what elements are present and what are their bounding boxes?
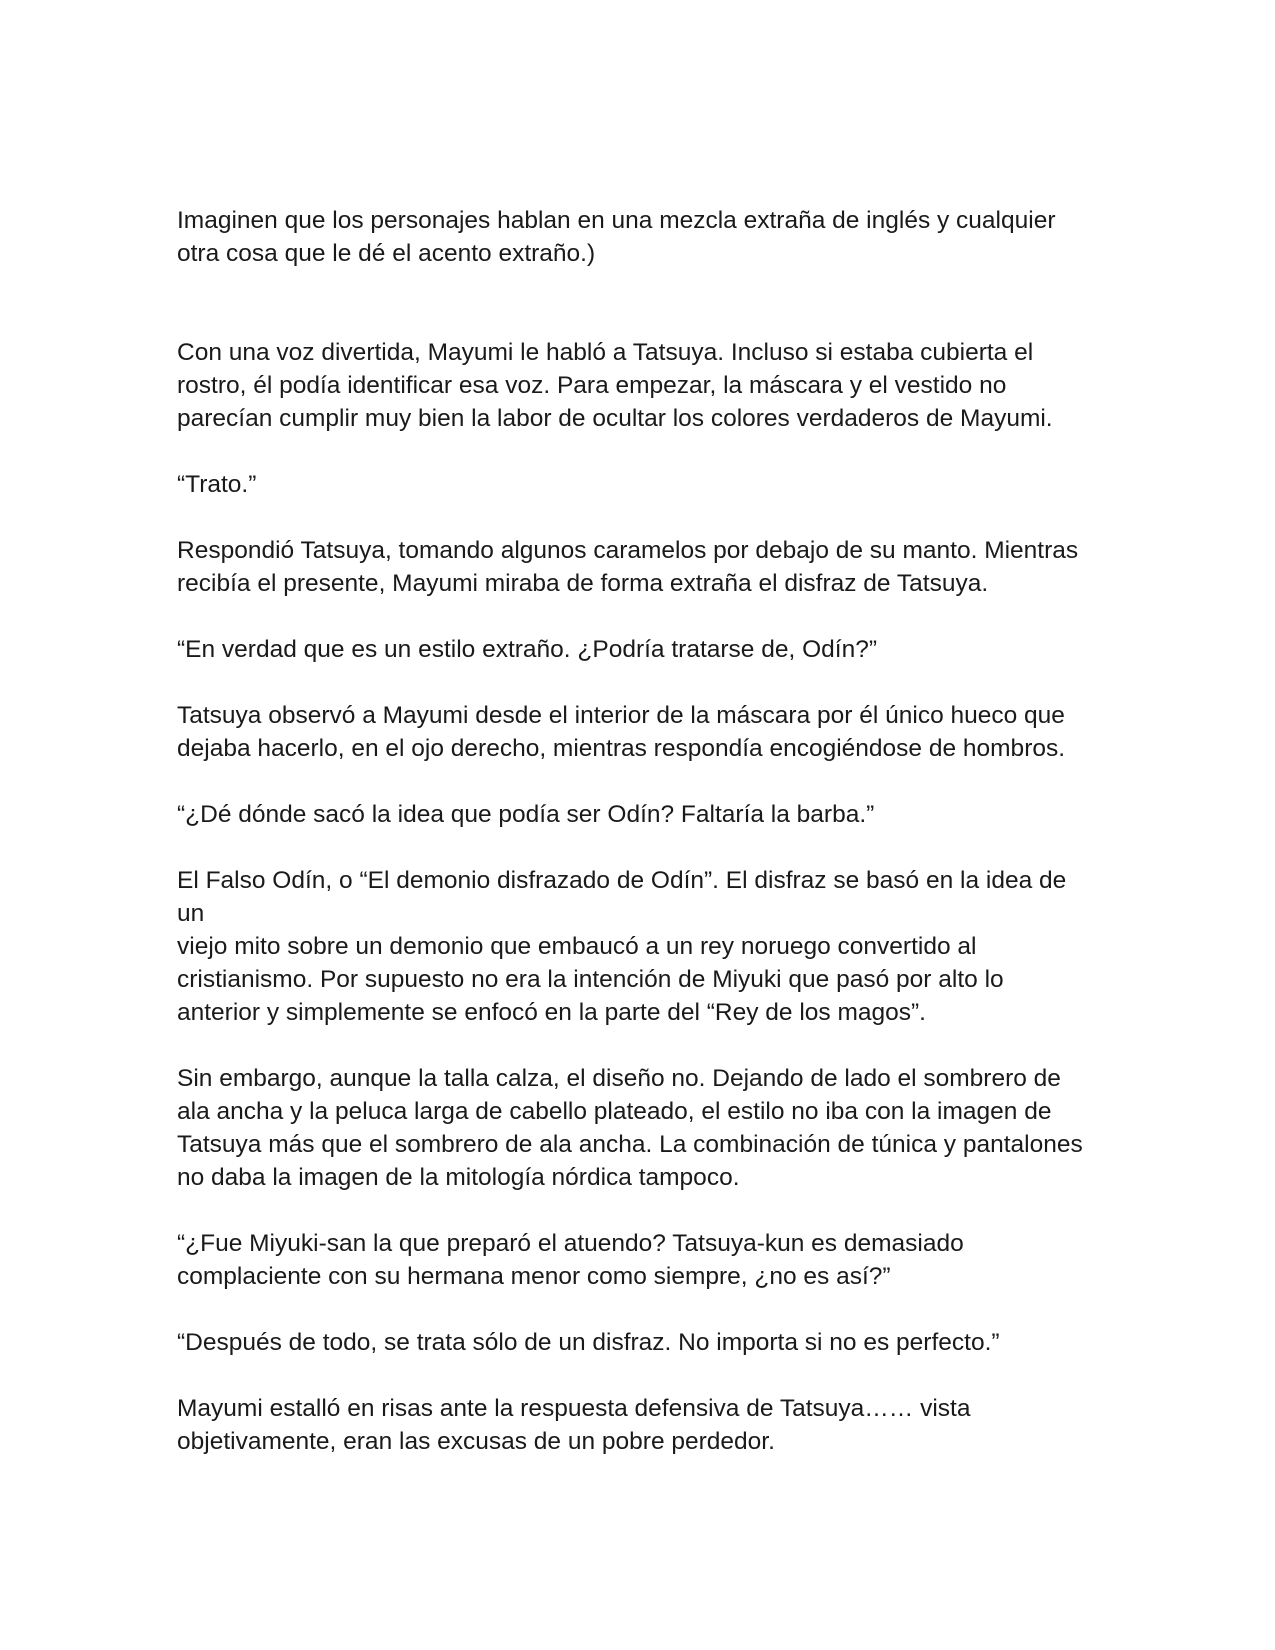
paragraph-6: Tatsuya observó a Mayumi desde el interior de la máscara por él único hueco que dejaba hacerlo, en el ojo derecho, mientras respondía encogiéndose de hombros.	[177, 702, 1066, 762]
paragraph-10: “¿Fue Miyuki-san la que preparó el atuendo? Tatsuya-kun es demasiado complaciente con su hermana menor como siempre, ¿no es así?”	[177, 1230, 964, 1290]
paragraph-3: “Trato.”	[177, 471, 257, 498]
paragraph-11: “Después de todo, se trata sólo de un disfraz. No importa si no es perfecto.”	[177, 1329, 1000, 1356]
document-body	[177, 204, 1097, 1491]
paragraph-1: Imaginen que los personajes hablan en una mezcla extraña de inglés y cualquier otra cosa que le dé el acento extraño.)	[177, 207, 1056, 267]
paragraph-2: Con una voz divertida, Mayumi le habló a Tatsuya. Incluso si estaba cubierta el rostro, él podía identificar esa voz. Para empezar, la máscara y el vestido no parecían cumplir muy bien la labor de ocultar los colores verdaderos de Mayumi.	[177, 339, 1053, 432]
paragraph-8: El Falso Odín, o “El demonio disfrazado de Odín”. El disfraz se basó en la idea de un viejo mito sobre un demonio que embaucó a un rey noruego convertido al cristianismo. Por supuesto no era la intención de Miyuki que pasó por alto lo anterior y simplemente se enfocó en la parte del “Rey de los magos”.	[177, 867, 1067, 1026]
paragraph-5: “En verdad que es un estilo extraño. ¿Podría tratarse de, Odín?”	[177, 636, 877, 663]
paragraph-12: Mayumi estalló en risas ante la respuesta defensiva de Tatsuya…… vista objetivamente, eran las excusas de un pobre perdedor.	[177, 1395, 971, 1455]
paragraph-9: Sin embargo, aunque la talla calza, el diseño no. Dejando de lado el sombrero de ala ancha y la peluca larga de cabello plateado, el estilo no iba con la imagen de Tatsuya más que el sombrero de ala ancha. La combinación de túnica y pantalones no daba la imagen de la mitología nórdica tampoco.	[177, 1065, 1083, 1191]
paragraph-7: “¿Dé dónde sacó la idea que podía ser Odín? Faltaría la barba.”	[177, 801, 875, 828]
paragraph-4: Respondió Tatsuya, tomando algunos caramelos por debajo de su manto. Mientras recibía el presente, Mayumi miraba de forma extraña el disfraz de Tatsuya.	[177, 537, 1079, 597]
